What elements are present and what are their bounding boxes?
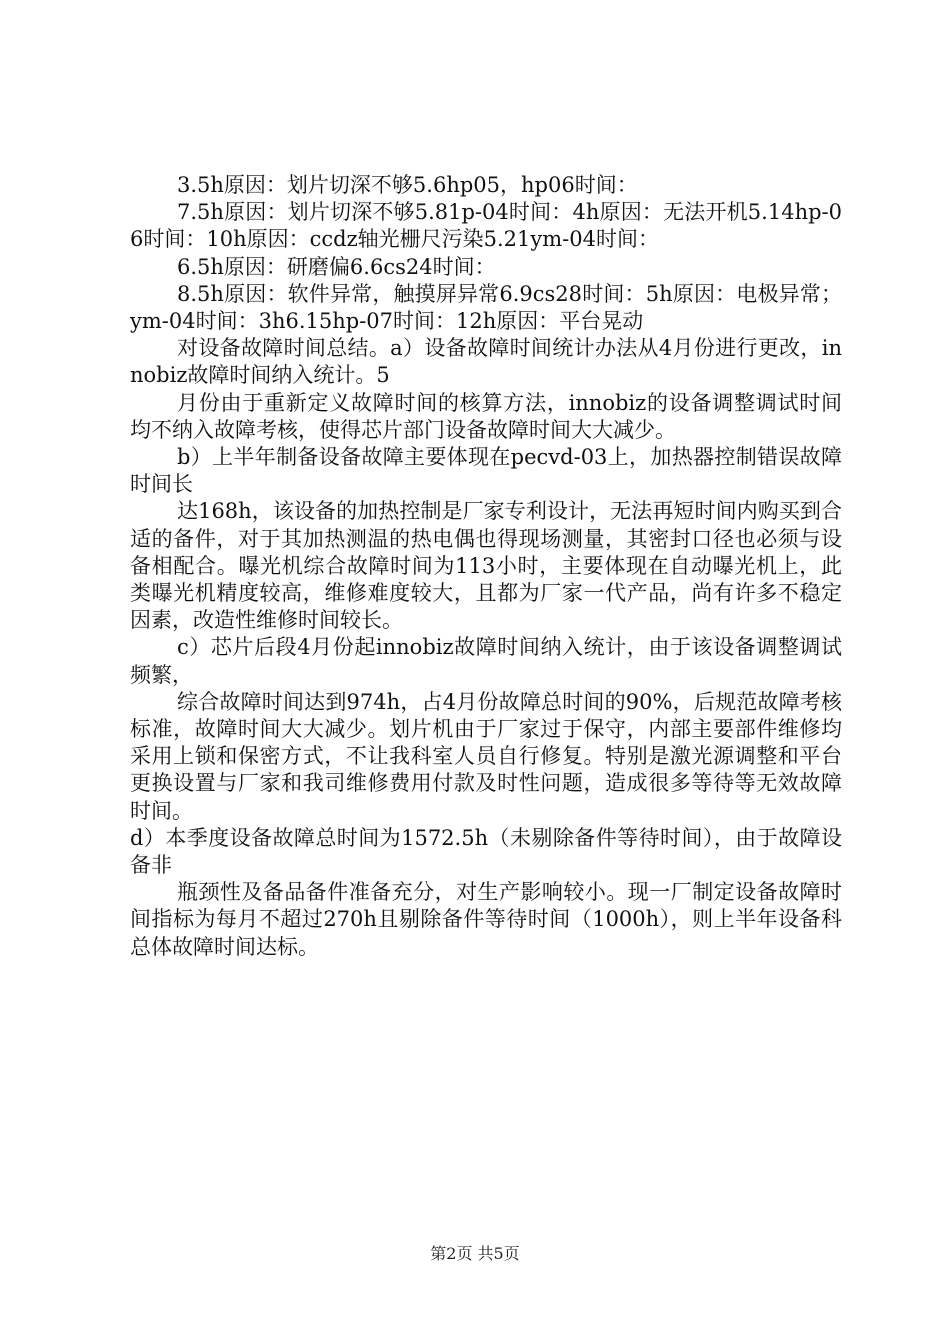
document-body [130, 172, 842, 961]
paragraph-12: 瓶颈性及备品备件准备充分，对生产影响较小。现一厂制定设备故障时间指标为每月不超过270h且剔除备件等待时间（1000h），则上半年设备科总体故障时间达标。 [130, 880, 842, 959]
paragraph-3: 6.5h原因：研磨偏6.6cs24时间： [177, 254, 496, 279]
page-footer [0, 1244, 950, 1264]
paragraph-6: 月份由于重新定义故障时间的核算方法，innobiz的设备调整调试时间均不纳入故障考核，使得芯片部门设备故障时间大大减少。 [130, 390, 842, 442]
paragraph-2: 7.5h原因：划片切深不够5.81p-04时间：4h原因：无法开机5.14hp-06时间：10h原因：ccdz轴光栅尺污染5.21ym-04时间： [130, 200, 842, 252]
paragraph-7: b）上半年制备设备故障主要体现在pecvd-03上，加热器控制错误故障时间长 [130, 445, 842, 497]
paragraph-1: 3.5h原因：划片切深不够5.6hp05，hp06时间： [177, 173, 638, 197]
page-number-label: 第2页 共5页 [430, 1244, 520, 1263]
paragraph-11: d）本季度设备故障总时间为1572.5h（未剔除备件等待时间），由于故障设备非 [130, 825, 842, 878]
paragraph-10: 综合故障时间达到974h，占4月份故障总时间的90%，后规范故障考核标准，故障时间大大减少。划片机由于厂家过于保守，内部主要部件维修均采用上锁和保密方式，不让我科室人员自行修复。特别是激光源调整和平台更换设置与厂家和我司维修费用付款及时性问题，造成很多等待等无效故障时间。 [130, 689, 842, 823]
paragraph-9: c）芯片后段4月份起innobiz故障时间纳入统计，由于该设备调整调试频繁， [130, 635, 842, 687]
paragraph-5: 对设备故障时间总结。a）设备故障时间统计办法从4月份进行更改，innobiz故障时间纳入统计。5 [130, 336, 842, 388]
paragraph-8: 达168h，该设备的加热控制是厂家专利设计，无法再短时间内购买到合适的备件，对于其加热测温的热电偶也得现场测量，其密封口径也必须与设备相配合。曝光机综合故障时间为113小时，主要体现在自动曝光机上，此类曝光机精度较高，维修难度较大，且都为厂家一代产品，尚有许多不稳定因素，改造性维修时间较长。 [130, 499, 842, 633]
paragraph-4: 8.5h原因：软件异常，触摸屏异常6.9cs28时间：5h原因：电极异常；ym-04时间：3h6.15hp-07时间：12h原因：平台晃动 [130, 281, 842, 334]
